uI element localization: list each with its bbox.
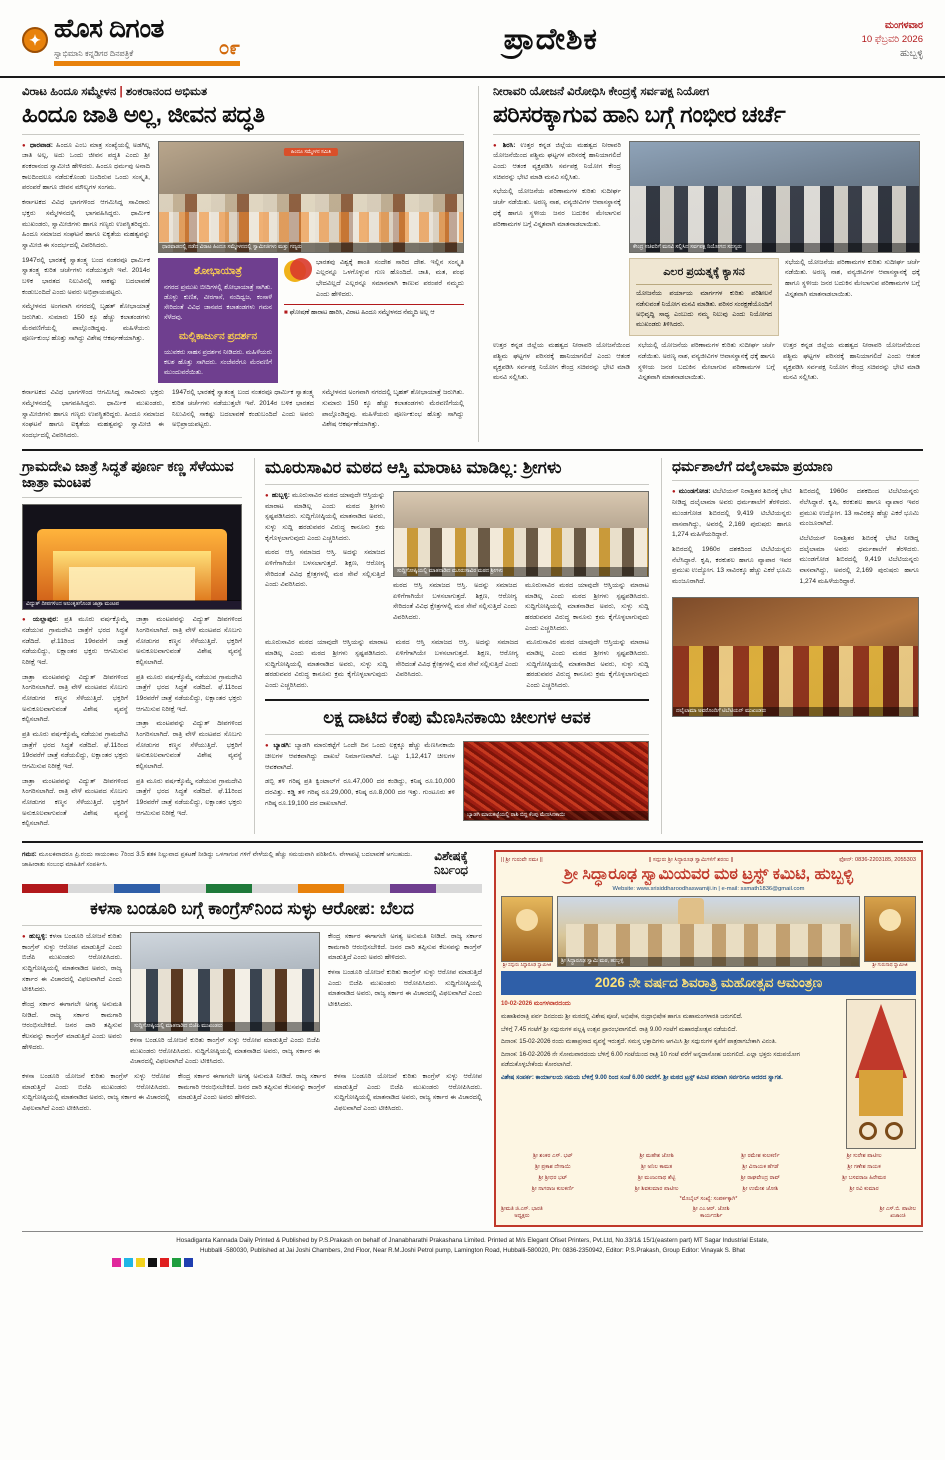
story-neeravari bbox=[478, 86, 920, 442]
red-note-bullet-wrap: ■ ಘೋಷಣೆ ಹಾರಾಟ ಹಾರಿಸಿ, ವಿರಾಟ ಹಿಂದೂ ಸಮ್ಮೇಳನದ ನೆಮ್ಮದಿ ಅಲ್ಲ ಆ bbox=[284, 304, 464, 318]
story-dalailama bbox=[661, 458, 919, 834]
story1-kicker-right: ಶಂಕರಾನಂದ ಅಭಿಮತ bbox=[125, 86, 208, 98]
story1-para2: ಕರ್ನಾಟಕದ ವಿವಿಧ ಭಾಗಗಳಿಂದ ಆಗಮಿಸಿದ್ದ ಸಾವಿರಾರು ಭಕ್ತರು ಸಮ್ಮೇಳನದಲ್ಲಿ ಭಾಗವಹಿಸಿದ್ದರು. ಧಾರ್ಮಿಕ ಮುಖಂಡರು, ಸ್ವಾಮೀಜಿಗಳು ಹಾಗೂ ಗಣ್ಯರು ಉಪಸ್ಥಿತರಿದ್ದರು. ಹಿಂದೂ ಸಮಾಜದ ಸಂಘಟನೆ ಹಾಗೂ ಐಕ್ಯತೆಯ ಮಹತ್ವವನ್ನು ಸ್ವಾಮೀಜಿ ಈ ಸಂದರ್ಭದಲ್ಲಿ ವಿವರಿಸಿದರು. bbox=[22, 199, 150, 249]
story4-col1 bbox=[265, 491, 385, 634]
story5-para2: ಶಿಬಿರದಲ್ಲಿ 1960ರ ದಶಕದಿಂದ ಟಿಬೆಟಿಯನ್ನರು ನೆಲೆಸಿದ್ದಾರೆ. ಕೃಷಿ, ಕರಕುಶಲ ಹಾಗೂ ವ್ಯಾಪಾರ ಇವರ ಪ್ರಮುಖ ಉದ್ಯೋಗ. 13 ಸಾವಿರಕ್ಕೂ ಹೆಚ್ಚು ಎಕರೆ ಭೂಮಿ ಮಂಜೂರಾಗಿದೆ. bbox=[672, 545, 792, 585]
story2-tail3: ಉತ್ತರ ಕನ್ನಡ ಜಿಲ್ಲೆಯ ಮಹತ್ವದ ನೀರಾವರಿ ಯೋಜನೆಯಿಂದ ಪಶ್ಚಿಮ ಘಟ್ಟಗಳ ಪರಿಸರಕ್ಕೆ ಹಾನಿಯಾಗಲಿದೆ ಎಂದು ಆತಂಕ ವ್ಯಕ್ತಪಡಿಸಿ ಸರ್ವಪಕ್ಷ ನಿಯೋಗ ಕೇಂದ್ರ ಸಚಿವರನ್ನು ಭೇಟಿ ಮಾಡಿ ಮನವಿ ಸಲ್ಲಿಸಿತು. bbox=[783, 342, 920, 382]
story6-headline: ಲಕ್ಷ ದಾಟಿದ ಕೆಂಪು ಮೆಣಸಿನಕಾಯಿ ಚೀಲಗಳ ಆವಕ bbox=[323, 707, 591, 727]
ad-name-1: ಶ್ರೀ ಶಂಕರ ಎಸ್. ಭಟ್ bbox=[532, 1153, 573, 1160]
story6-para2: ಡಬ್ಬಿ ತಳಿ ಗರಿಷ್ಠ ಪ್ರತಿ ಕ್ವಿಂಟಾಲ್‌ಗೆ ರೂ.47,000 ದರ ಕಂಡಿದ್ದು, ಕನಿಷ್ಠ ರೂ.10,000 ದರವಿತ್ತು. ಕಡ್ಡಿ ತಳಿ ಗರಿಷ್ಠ ರೂ.29,000, ಕನಿಷ್ಠ ರೂ.8,000 ದರ ಇತ್ತು. ಗುಂಟೂರು ತಳಿ ಗರಿಷ್ಠ ರೂ.19,100 ದರ ದಾಖಲಾಗಿದೆ. bbox=[265, 778, 455, 807]
story1-tail3: ಸಮ್ಮೇಳನದ ಅಂಗವಾಗಿ ನಗರದಲ್ಲಿ ಬೃಹತ್ ಶೋಭಾಯಾತ್ರೆ ಜರುಗಿತು. ಸುಮಾರು 150 ಕ್ಕೂ ಹೆಚ್ಚು ಕಲಾತಂಡಗಳು ಮೆರವಣಿಗೆಯಲ್ಲಿ ಪಾಲ್ಗೊಂಡಿದ್ದವು. ಮಹಿಳೆಯರು ಪೂರ್ಣಕುಂಭ ಹೊತ್ತು ಸಾಗಿದ್ದು ವಿಶೇಷ ಆಕರ್ಷಣೆಯಾಗಿತ್ತು. bbox=[322, 389, 464, 429]
story1-col1 bbox=[22, 141, 150, 384]
story3-para4: ಜಾತ್ರಾ ಮಂಟಪವನ್ನು ವಿದ್ಯುತ್ ದೀಪಗಳಿಂದ ಸಿಂಗರಿಸಲಾಗಿದೆ. ರಾತ್ರಿ ವೇಳೆ ಮಂಟಪದ ಸೊಬಗು ನೋಡುಗರ ಕಣ್ಮನ ಸೆಳೆಯುತ್ತಿದೆ. ಭಕ್ತರಿಗೆ ಅನುಕೂಲವಾಗುವಂತೆ ವಿಶೇಷ ವ್ಯವಸ್ಥೆ ಕಲ್ಪಿಸಲಾಗಿದೆ. bbox=[22, 777, 128, 828]
ad-body bbox=[501, 999, 840, 1149]
logo-title: ಹೊಸ ದಿಗಂತ bbox=[54, 12, 164, 43]
elara-prayatna-box bbox=[629, 258, 779, 337]
masthead-date bbox=[862, 19, 923, 62]
ad-name-8: ಶ್ರೀ ಗಣೇಶ ನಾಯಕ bbox=[847, 1164, 881, 1171]
ad-sign-mid bbox=[693, 1206, 730, 1220]
story7-para1: ಕಳಸಾ ಬಂಡೂರಿ ಯೋಜನೆ ಕುರಿತು ಕಾಂಗ್ರೆಸ್ ಸುಳ್ಳು ಆರೋಪ ಮಾಡುತ್ತಿದೆ ಎಂದು ಬಿಜೆಪಿ ಮುಖಂಡರು ಆರೋಪಿಸಿದರು. ಸುದ್ದಿಗೋಷ್ಠಿಯಲ್ಲಿ ಮಾತನಾಡಿದ ಅವರು, ರಾಜ್ಯ ಸರ್ಕಾರ ಈ ವಿಚಾರದಲ್ಲಿ ವಿಫಲವಾಗಿದೆ ಎಂದು ಟೀಕಿಸಿದರು. bbox=[22, 933, 122, 994]
ad-stamp-left-caption: ಶ್ರೀ ಸದ್ಗುರು ಸಿದ್ಧಾರೂಢ ಸ್ವಾಮೀಜಿ bbox=[502, 962, 552, 968]
story1-kicker-sep: | bbox=[119, 86, 123, 98]
mallikarjuna-title: ಮಲ್ಲಿಕಾರ್ಜುನ ಪ್ರದರ್ಶನ bbox=[178, 330, 258, 342]
story2-photo bbox=[629, 141, 920, 253]
ad-date-line: 10-02-2026 ಮಂಗಳವಾರದಂದು bbox=[501, 1000, 571, 1008]
story6-photo bbox=[463, 741, 649, 821]
ad-names-row-2 bbox=[501, 1164, 916, 1171]
story7-para2: ಕೇಂದ್ರ ಸರ್ಕಾರ ಈಗಾಗಲೇ ಅಗತ್ಯ ಅನುಮತಿ ನೀಡಿದೆ. ರಾಜ್ಯ ಸರ್ಕಾರ ಕಾಮಗಾರಿ ಆರಂಭಿಸಬೇಕಿದೆ. ಜನರ ದಾರಿ ತಪ್ಪಿಸುವ ಕೆಲಸವನ್ನು ಕಾಂಗ್ರೆಸ್ ಮಾಡುತ್ತಿದೆ ಎಂದು ಅವರು ಹೇಳಿದರು. bbox=[22, 1001, 122, 1051]
story4-photo-caption: ಸುದ್ದಿಗೋಷ್ಠಿಯಲ್ಲಿ ಮಾತನಾಡಿದ ಮೂರುಸಾವಿರ ಮಠದ ಶ್ರೀಗಳು bbox=[394, 567, 648, 576]
classified-note-text: ಮೂಲಕವಾದರೂ ಪ್ರಿ.ರಂದು ಸಾಯಂಕಾಲ 7ರಿಂದ 3.5 ಶತಕ ನಿಲ್ಲುವಾದ ಪ್ರಕಟಣೆ ನೀಡಿದ್ದು ಒಳಗಾಗುವ ಗಳಿಗೆ ವೇಳೆಯಲ್ಲಿ ಹೆಚ್ಚು ಸಮಯವಾಗಿ ಪರಿಶೀಲಿಸಿ. ವೇಳಾಪಟ್ಟಿ ಬದಲಾವಣೆ ಆಗಬಹುದು. ಜಾಹೀರಾತು ಸಂಬಂಧ ಮಾಹಿತಿಗೆ ಸಂಪರ್ಕಿಸಿ. bbox=[22, 851, 412, 868]
story1-kicker-left: ವಿರಾಟ ಹಿಂದೂ ಸಮ್ಮೇಳನ bbox=[22, 86, 117, 98]
story4-tail2: ಮಠದ ಆಸ್ತಿ ಸಮಾಜದ ಆಸ್ತಿ. ಅದನ್ನು ಸಮಾಜದ ಏಳಿಗೆಗಾಗಿಯೇ ಬಳಸಲಾಗುತ್ತದೆ. ಶಿಕ್ಷಣ, ಆರೋಗ್ಯ ಸೇರಿದಂತೆ ವಿವಿಧ ಕ್ಷೇತ್ರಗಳಲ್ಲಿ ಮಠ ಸೇವೆ ಸಲ್ಲಿಸುತ್ತಿದೆ ಎಂದು ವಿವರಿಸಿದರು. bbox=[395, 639, 519, 679]
story7-col3 bbox=[328, 932, 482, 1068]
story6-para1: ಬ್ಯಾಡಗಿ ಮಾರುಕಟ್ಟೆಗೆ ಒಂದೇ ದಿನ ಒಂದು ಲಕ್ಷಕ್ಕೂ ಹೆಚ್ಚು ಮೆಣಸಿನಕಾಯಿ ಚೀಲಗಳ ಆವಕವಾಗಿದ್ದು ದಾಖಲೆ ನಿರ್ಮಾಣವಾಗಿದೆ. ಒಟ್ಟು 1,12,417 ಚೀಲಗಳ ಆವಕವಾಗಿದೆ. bbox=[265, 742, 455, 771]
section-title: ಪ್ರಾದೇಶಿಕ bbox=[503, 23, 598, 56]
story3-para8: ಪ್ರತಿ ಮೂರು ವರ್ಷಕ್ಕೊಮ್ಮೆ ನಡೆಯುವ ಗ್ರಾಮದೇವಿ ಜಾತ್ರೆಗೆ ಭರದ ಸಿದ್ಧತೆ ನಡೆದಿದೆ. ಫೆ.11ರಿಂದ 19ರವರೆಗೆ ಜಾತ್ರೆ ನಡೆಯಲಿದ್ದು, ಲಕ್ಷಾಂತರ ಭಕ್ತರು ಆಗಮಿಸುವ ನಿರೀಕ್ಷೆ ಇದೆ. bbox=[136, 777, 242, 817]
logo-emblem-icon: ✦ bbox=[22, 27, 48, 53]
ad-name-10: ಶ್ರೀ ಮಂಜುನಾಥ ಶೆಟ್ಟಿ bbox=[637, 1175, 676, 1182]
story3-col1 bbox=[22, 615, 128, 834]
red-note-text: ಭಾರತವು ವಿಶ್ವಕ್ಕೆ ಶಾಂತಿ ಸಂದೇಶ ಸಾರಿದ ದೇಶ. ಇಲ್ಲಿನ ಸಂಸ್ಕೃತಿ ಎಲ್ಲರನ್ನೂ ಒಳಗೊಳ್ಳುವ ಗುಣ ಹೊಂದಿದೆ. ಜಾತಿ, ಮತ, ಪಂಥ ಭೇದವಿಲ್ಲದೆ ಎಲ್ಲರನ್ನೂ ಸಮಾನವಾಗಿ ಕಾಣುವ ಪರಂಪರೆ ನಮ್ಮದು ಎಂದು ಹೇಳಿದರು. bbox=[316, 258, 464, 298]
story2-col1 bbox=[493, 141, 621, 337]
story1-para4: ಸಮ್ಮೇಳನದ ಅಂಗವಾಗಿ ನಗರದಲ್ಲಿ ಬೃಹತ್ ಶೋಭಾಯಾತ್ರೆ ಜರುಗಿತು. ಸುಮಾರು 150 ಕ್ಕೂ ಹೆಚ್ಚು ಕಲಾತಂಡಗಳು ಮೆರವಣಿಗೆಯಲ್ಲಿ ಪಾಲ್ಗೊಂಡಿದ್ದವು. ಮಹಿಳೆಯರು ಪೂರ್ಣಕುಂಭ ಹೊತ್ತು ಸಾಗಿದ್ದು ವಿಶೇಷ ಆಕರ್ಷಣೆಯಾಗಿತ್ತು. bbox=[22, 303, 150, 343]
bottom-zone bbox=[22, 850, 923, 1227]
ad-name-5: ಶ್ರೀ ಪ್ರಕಾಶ ದೇಸಾಯಿ bbox=[534, 1164, 571, 1171]
ad-name-2: ಶ್ರೀ ಮಹೇಶ ಜೋಶಿ bbox=[639, 1153, 674, 1160]
story4-para4: ಮೂರುಸಾವಿರ ಮಠದ ಯಾವುದೇ ಆಸ್ತಿಯನ್ನು ಮಾರಾಟ ಮಾಡಿಲ್ಲ ಎಂದು ಮಠದ ಶ್ರೀಗಳು ಸ್ಪಷ್ಟಪಡಿಸಿದರು. ಸುದ್ದಿಗೋಷ್ಠಿಯಲ್ಲಿ ಮಾತನಾಡಿದ ಅವರು, ಸುಳ್ಳು ಸುದ್ದಿ ಹರಡುವವರ ವಿರುದ್ಧ ಕಾನೂನು ಕ್ರಮ ಕೈಗೊಳ್ಳಲಾಗುವುದು ಎಂದು ಎಚ್ಚರಿಸಿದರು. bbox=[525, 582, 649, 632]
story7-tail2: ಕೇಂದ್ರ ಸರ್ಕಾರ ಈಗಾಗಲೇ ಅಗತ್ಯ ಅನುಮತಿ ನೀಡಿದೆ. ರಾಜ್ಯ ಸರ್ಕಾರ ಕಾಮಗಾರಿ ಆರಂಭಿಸಬೇಕಿದೆ. ಜನರ ದಾರಿ ತಪ್ಪಿಸುವ ಕೆಲಸವನ್ನು ಕಾಂಗ್ರೆಸ್ ಮಾಡುತ್ತಿದೆ ಎಂದು ಅವರು ಹೇಳಿದರು. bbox=[178, 1073, 326, 1102]
story5-col2 bbox=[800, 487, 920, 591]
story5-headline: ಧರ್ಮಶಾಲೆಗೆ ದಲೈಲಾಮಾ ಪ್ರಯಾಣ bbox=[672, 457, 833, 474]
story3-para6: ಪ್ರತಿ ಮೂರು ವರ್ಷಕ್ಕೊಮ್ಮೆ ನಡೆಯುವ ಗ್ರಾಮದೇವಿ ಜಾತ್ರೆಗೆ ಭರದ ಸಿದ್ಧತೆ ನಡೆದಿದೆ. ಫೆ.11ರಿಂದ 19ರವರೆಗೆ ಜಾತ್ರೆ ನಡೆಯಲಿದ್ದು, ಲಕ್ಷಾಂತರ ಭಕ್ತರು ಆಗಮಿಸುವ ನಿರೀಕ್ಷೆ ಇದೆ. bbox=[136, 673, 242, 713]
story3-para1: ಪ್ರತಿ ಮೂರು ವರ್ಷಕ್ಕೊಮ್ಮೆ ನಡೆಯುವ ಗ್ರಾಮದೇವಿ ಜಾತ್ರೆಗೆ ಭರದ ಸಿದ್ಧತೆ ನಡೆದಿದೆ. ಫೆ.11ರಿಂದ 19ರವರೆಗೆ ಜಾತ್ರೆ ನಡೆಯಲಿದ್ದು, ಲಕ್ಷಾಂತರ ಭಕ್ತರು ಆಗಮಿಸುವ ನಿರೀಕ್ಷೆ ಇದೆ. bbox=[22, 616, 128, 666]
imprint bbox=[22, 1232, 923, 1258]
bharat-logo-icon bbox=[284, 258, 312, 284]
ad-banner: 2026 ನೇ ವರ್ಷದ ಶಿವರಾತ್ರಿ ಮಹೋತ್ಸವ ಆಮಂತ್ರಣ bbox=[501, 971, 916, 995]
story2-kicker: ನೀರಾವರಿ ಯೋಜನೆ ವಿರೋಧಿಸಿ ಕೇಂದ್ರಕ್ಕೆ ಸರ್ವಪಕ್ಷ ನಿಯೋಗ bbox=[493, 86, 710, 98]
ad-stamp-right-caption: ಶ್ರೀ ಗುರುನಾಥ ಸ್ವಾಮೀಜಿ bbox=[872, 962, 908, 968]
story3-para5: ಜಾತ್ರಾ ಮಂಟಪವನ್ನು ವಿದ್ಯುತ್ ದೀಪಗಳಿಂದ ಸಿಂಗರಿಸಲಾಗಿದೆ. ರಾತ್ರಿ ವೇಳೆ ಮಂಟಪದ ಸೊಬಗು ನೋಡುಗರ ಕಣ್ಮನ ಸೆಳೆಯುತ್ತಿದೆ. ಭಕ್ತರಿಗೆ ಅನುಕೂಲವಾಗುವಂತೆ ವಿಶೇಷ ವ್ಯವಸ್ಥೆ ಕಲ್ಪಿಸಲಾಗಿದೆ. bbox=[136, 616, 242, 666]
red-note-bullet: ಘೋಷಣೆ ಹಾರಾಟ ಹಾರಿಸಿ, ವಿರಾಟ ಹಿಂದೂ ಸಮ್ಮೇಳನದ ನೆಮ್ಮದಿ ಅಲ್ಲ ಆ bbox=[289, 309, 435, 317]
story3-photo bbox=[22, 504, 242, 610]
story3-headline: ಗ್ರಾಮದೇವಿ ಜಾತ್ರೆ ಸಿದ್ಧತೆ ಪೂರ್ಣ ಕಣ್ಣ ಸೆಳೆಯುವ ಜಾತ್ರಾ ಮಂಟಪ bbox=[22, 457, 234, 491]
story2-side-text: ಸಭೆಯಲ್ಲಿ ಯೋಜನೆಯ ಪರಿಣಾಮಗಳ ಕುರಿತು ಸುದೀರ್ಘ ಚರ್ಚೆ ನಡೆಯಿತು. ಅರಣ್ಯ ನಾಶ, ವನ್ಯಜೀವಿಗಳ ಆವಾಸಸ್ಥಾನಕ್ಕೆ ಧಕ್ಕೆ ಹಾಗೂ ಸ್ಥಳೀಯ ಜನರ ಬದುಕಿನ ಮೇಲಾಗುವ ಪರಿಣಾಮಗಳ ಬಗ್ಗೆ ವಿಸ್ತೃತವಾಗಿ ಮಾತನಾಡಲಾಯಿತು. bbox=[785, 258, 920, 298]
story-chilli bbox=[265, 708, 649, 821]
ad-sign-left-name: ಶ್ರೀಮತಿ ಜಿ.ಎಸ್. ಭಾರತಿ bbox=[501, 1206, 543, 1213]
story3-para7: ಜಾತ್ರಾ ಮಂಟಪವನ್ನು ವಿದ್ಯುತ್ ದೀಪಗಳಿಂದ ಸಿಂಗರಿಸಲಾಗಿದೆ. ರಾತ್ರಿ ವೇಳೆ ಮಂಟಪದ ಸೊಬಗು ನೋಡುಗರ ಕಣ್ಮನ ಸೆಳೆಯುತ್ತಿದೆ. ಭಕ್ತರಿಗೆ ಅನುಕೂಲವಾಗುವಂತೆ ವಿಶೇಷ ವ್ಯವಸ್ಥೆ ಕಲ್ಪಿಸಲಾಗಿದೆ. bbox=[136, 720, 242, 770]
story2-headline: ಪರಿಸರಕ್ಕಾಗುವ ಹಾನಿ ಬಗ್ಗೆ ಗಂಭೀರ ಚರ್ಚೆ bbox=[493, 101, 786, 127]
story-hindu-sammelana bbox=[22, 86, 464, 442]
masthead bbox=[0, 0, 945, 78]
ad-name-4: ಶ್ರೀ ಸುರೇಶ ಪಾಟೀಲ bbox=[846, 1153, 882, 1160]
classified-note bbox=[22, 850, 482, 878]
story5-col1 bbox=[672, 487, 792, 591]
story4-headline: ಮೂರುಸಾವಿರ ಮಠದ ಆಸ್ತಿ ಮಾರಾಟ ಮಾಡಿಲ್ಲ: ಶ್ರೀಗಳು bbox=[265, 457, 562, 477]
ad-names-row-4 bbox=[501, 1186, 916, 1193]
story6-dateline: ● ಬ್ಯಾಡಗಿ: bbox=[265, 742, 291, 749]
ad-top-row bbox=[501, 857, 916, 864]
story6-col1 bbox=[265, 741, 455, 821]
ad-stamp-left bbox=[501, 896, 553, 967]
story4-para3: ಮಠದ ಆಸ್ತಿ ಸಮಾಜದ ಆಸ್ತಿ. ಅದನ್ನು ಸಮಾಜದ ಏಳಿಗೆಗಾಗಿಯೇ ಬಳಸಲಾಗುತ್ತದೆ. ಶಿಕ್ಷಣ, ಆರೋಗ್ಯ ಸೇರಿದಂತೆ ವಿವಿಧ ಕ್ಷೇತ್ರಗಳಲ್ಲಿ ಮಠ ಸೇವೆ ಸಲ್ಲಿಸುತ್ತಿದೆ ಎಂದು ವಿವರಿಸಿದರು. bbox=[393, 582, 517, 622]
story4-dateline: ● ಹುಬ್ಬಳ್ಳಿ: bbox=[265, 492, 290, 499]
ad-name-12: ಶ್ರೀ ಬಸವರಾಜ ಹಿರೇಮಠ bbox=[842, 1175, 887, 1182]
story3-col2 bbox=[136, 615, 242, 834]
story1-kicker bbox=[22, 86, 464, 99]
story2-para2: ಸಭೆಯಲ್ಲಿ ಯೋಜನೆಯ ಪರಿಣಾಮಗಳ ಕುರಿತು ಸುದೀರ್ಘ ಚರ್ಚೆ ನಡೆಯಿತು. ಅರಣ್ಯ ನಾಶ, ವನ್ಯಜೀವಿಗಳ ಆವಾಸಸ್ಥಾನಕ್ಕೆ ಧಕ್ಕೆ ಹಾಗೂ ಸ್ಥಳೀಯ ಜನರ ಬದುಕಿನ ಮೇಲಾಗುವ ಪರಿಣಾಮಗಳ ಬಗ್ಗೆ ವಿಸ್ತೃತವಾಗಿ ಮಾತನಾಡಲಾಯಿತು. bbox=[493, 188, 621, 228]
shobhayatre-text: ನಗರದ ಪ್ರಮುಖ ಬೀದಿಗಳಲ್ಲಿ ಶೋಭಾಯಾತ್ರೆ ಸಾಗಿತು. ಡೊಳ್ಳು ಕುಣಿತ, ವೀರಗಾಸೆ, ನಂದಿಧ್ವಜ, ಕಂಸಾಳೆ ಸೇರಿದಂತೆ ವಿವಿಧ ಜಾನಪದ ಕಲಾತಂಡಗಳು ಗಮನ ಸೆಳೆದವು. bbox=[164, 283, 272, 322]
shobhayatre-title: ಶೋಭಾಯಾತ್ರೆ bbox=[193, 264, 243, 277]
imprint-line1: Hosadiganta Kannada Daily Printed & Published by P.S.Prakash on behalf of Jnanabharathi Prakashana Limited. Printed at M/s Elegant Ofiset Printers, Pvt.Ltd, No.33/1& 15/1(eastern part) MT Sagar Industrial Estate, bbox=[176, 1237, 769, 1245]
ad-body2: ಬೆಳಿಗ್ಗೆ 7.45 ಗಂಟೆಗೆ ಶ್ರೀ ಸದ್ಗುರುಗಳ ಪಲ್ಲಕ್ಕಿ ಉತ್ಸವ ಪ್ರಾರಂಭವಾಗಲಿದೆ. ರಾತ್ರಿ 9.00 ಗಂಟೆಗೆ ಮಹಾರಥೋತ್ಸವ ನಡೆಯಲಿದೆ. bbox=[501, 1025, 738, 1033]
story5-para3: ಶಿಬಿರದಲ್ಲಿ 1960ರ ದಶಕದಿಂದ ಟಿಬೆಟಿಯನ್ನರು ನೆಲೆಸಿದ್ದಾರೆ. ಕೃಷಿ, ಕರಕುಶಲ ಹಾಗೂ ವ್ಯಾಪಾರ ಇವರ ಪ್ರಮುಖ ಉದ್ಯೋಗ. 13 ಸಾವಿರಕ್ಕೂ ಹೆಚ್ಚು ಎಕರೆ ಭೂಮಿ ಮಂಜೂರಾಗಿದೆ. bbox=[799, 488, 919, 528]
classified-label: ವಿಶೇಷಕ್ಕೆ ನಿರ್ಬಂಧ bbox=[433, 849, 469, 877]
story7-dateline: ● ಹುಬ್ಬಳ್ಳಿ: bbox=[22, 933, 47, 940]
middle-zone bbox=[22, 458, 923, 834]
mallikarjuna-text: ಯುವಕರು ಸಾಹಸ ಪ್ರದರ್ಶನ ನೀಡಿದರು. ಮಹಿಳೆಯರು ಕಲಶ ಹೊತ್ತು ಸಾಗಿದರು. ಸಂಜೆವರೆಗೂ ಮೆರವಣಿಗೆ ಮುಂದುವರೆಯಿತು. bbox=[164, 348, 272, 377]
story-jatra bbox=[22, 458, 242, 834]
masthead-edition: ಹುಬ್ಬಳ್ಳಿ bbox=[900, 48, 923, 60]
story4-tail3: ಮೂರುಸಾವಿರ ಮಠದ ಯಾವುದೇ ಆಸ್ತಿಯನ್ನು ಮಾರಾಟ ಮಾಡಿಲ್ಲ ಎಂದು ಮಠದ ಶ್ರೀಗಳು ಸ್ಪಷ್ಟಪಡಿಸಿದರು. ಸುದ್ದಿಗೋಷ್ಠಿಯಲ್ಲಿ ಮಾತನಾಡಿದ ಅವರು, ಸುಳ್ಳು ಸುದ್ದಿ ಹರಡುವವರ ವಿರುದ್ಧ ಕಾನೂನು ಕ್ರಮ ಕೈಗೊಳ್ಳಲಾಗುವುದು ಎಂದು ಎಚ್ಚರಿಸಿದರು. bbox=[526, 639, 650, 690]
story7-tail1: ಕಳಸಾ ಬಂಡೂರಿ ಯೋಜನೆ ಕುರಿತು ಕಾಂಗ್ರೆಸ್ ಸುಳ್ಳು ಆರೋಪ ಮಾಡುತ್ತಿದೆ ಎಂದು ಬಿಜೆಪಿ ಮುಖಂಡರು ಆರೋಪಿಸಿದರು. ಸುದ್ದಿಗೋಷ್ಠಿಯಲ್ಲಿ ಮಾತನಾಡಿದ ಅವರು, ರಾಜ್ಯ ಸರ್ಕಾರ ಈ ವಿಚಾರದಲ್ಲಿ ವಿಫಲವಾಗಿದೆ ಎಂದು ಟೀಕಿಸಿದರು. bbox=[22, 1073, 170, 1113]
story7-para5: ಕಳಸಾ ಬಂಡೂರಿ ಯೋಜನೆ ಕುರಿತು ಕಾಂಗ್ರೆಸ್ ಸುಳ್ಳು ಆರೋಪ ಮಾಡುತ್ತಿದೆ ಎಂದು ಬಿಜೆಪಿ ಮುಖಂಡರು ಆರೋಪಿಸಿದರು. ಸುದ್ದಿಗೋಷ್ಠಿಯಲ್ಲಿ ಮಾತನಾಡಿದ ಅವರು, ರಾಜ್ಯ ಸರ್ಕಾರ ಈ ವಿಚಾರದಲ್ಲಿ ವಿಫಲವಾಗಿದೆ ಎಂದು ಟೀಕಿಸಿದರು. bbox=[328, 969, 482, 1009]
ad-name-16: ಶ್ರೀ ರವಿ ಕುಮಾರ bbox=[849, 1186, 879, 1193]
story1-dateline: ● ಧಾರವಾಡ: bbox=[22, 142, 53, 149]
ad-name-6: ಶ್ರೀ ಅನಿಲ ಕಾಮತ bbox=[641, 1164, 673, 1171]
story7-photo-caption: ಸುದ್ದಿಗೋಷ್ಠಿಯಲ್ಲಿ ಮಾತನಾಡಿದ ಬಿಜೆಪಿ ಮುಖಂಡರು bbox=[131, 1022, 319, 1031]
ad-top-left: || ಶ್ರೀ ಗುರುವೇ ನಮಃ || bbox=[501, 857, 543, 864]
shobhayatre-box bbox=[158, 258, 278, 384]
story5-dateline: ● ಮುಂಡಗೋಡ: bbox=[672, 488, 711, 495]
story1-headline: ಹಿಂದೂ ಜಾತಿ ಅಲ್ಲ, ಜೀವನ ಪದ್ಧತಿ bbox=[22, 101, 265, 127]
ad-names-row-1 bbox=[501, 1153, 916, 1160]
ad-closing: ವಿಶೇಷ ಸಂಪರ್ಕ: ಕಾರ್ಯಾಲಯ ಸಮಯ ಬೆಳಿಗ್ಗೆ 9.00 ರಿಂದ ಸಂಜೆ 6.00 ರವರೆಗೆ. ಶ್ರೀ ಮಠದ ಟ್ರಸ್ಟ್ ಕಮಿಟಿ ಪರವಾಗಿ ಸರ್ವರಿಗೂ ಆದರದ ಸ್ವಾಗತ. bbox=[501, 1073, 783, 1081]
page-number: ೦೯ bbox=[218, 37, 240, 59]
ad-sign-mid-role: ಕಾರ್ಯದರ್ಶಿ bbox=[700, 1213, 723, 1220]
story3-dateline: ● ಯಲ್ಲಾಪುರ: bbox=[22, 616, 58, 623]
ad-body3: ದಿನಾಂಕ: 15-02-2026 ರಂದು ಮಹಾಪ್ರಸಾದ ವ್ಯವಸ್ಥೆ ಇರುತ್ತದೆ. ಸಮಸ್ತ ಭಕ್ತಾದಿಗಳು ಆಗಮಿಸಿ ಶ್ರೀ ಸದ್ಗುರುಗಳ ಕೃಪೆಗೆ ಪಾತ್ರರಾಗಬೇಕಾಗಿ ವಿನಂತಿ. bbox=[501, 1038, 777, 1046]
story7-headline: ಕಳಸಾ ಬಂಡೂರಿ ಬಗ್ಗೆ ಕಾಂಗ್ರೆಸ್‌ನಿಂದ ಸುಳ್ಳು ಆರೋಪ: ಬೆಲದ bbox=[90, 898, 414, 918]
ad-name-13: ಶ್ರೀ ನಾಗರಾಜ ಕುಲಕರ್ಣಿ bbox=[531, 1186, 574, 1193]
story2-dateline: ● ಶಿರಸಿ: bbox=[493, 142, 516, 149]
ad-sign-left-role: ಅಧ್ಯಕ್ಷರು bbox=[514, 1213, 530, 1220]
masthead-date-value: 10 ಫೆಬ್ರವರಿ 2026 bbox=[861, 33, 923, 45]
story2-para1: ಉತ್ತರ ಕನ್ನಡ ಜಿಲ್ಲೆಯ ಮಹತ್ವದ ನೀರಾವರಿ ಯೋಜನೆಯಿಂದ ಪಶ್ಚಿಮ ಘಟ್ಟಗಳ ಪರಿಸರಕ್ಕೆ ಹಾನಿಯಾಗಲಿದೆ ಎಂದು ಆತಂಕ ವ್ಯಕ್ತಪಡಿಸಿ ಸರ್ವಪಕ್ಷ ನಿಯೋಗ ಕೇಂದ್ರ ಸಚಿವರನ್ನು ಭೇಟಿ ಮಾಡಿ ಮನವಿ ಸಲ್ಲಿಸಿತು. bbox=[493, 141, 621, 181]
story1-para1: ಹಿಂದೂ ಎಂಬ ಮಾತ್ರ ಸಂಖ್ಯೆಯಲ್ಲಿ ಅಡಗಿಲ್ಲ ಜಾತಿ ಅಲ್ಲ, ಅದು ಒಂದು ಜೀವನ ಪದ್ಧತಿ ಎಂದು ಶ್ರೀ ಶಂಕರಾನಂದ ಸ್ವಾಮೀಜಿ ಹೇಳಿದರು. ಹಿಂದೂ ಧರ್ಮವು ಅನಾದಿ ಕಾಲದಿಂದಲೂ ನಡೆದುಕೊಂಡು ಬಂದಿರುವ ಒಂದು ಸಂಸ್ಕೃತಿ, ಪರಂಪರೆ ಹಾಗೂ ಜೀವನ ಮೌಲ್ಯಗಳ ಸಂಗಮ. bbox=[22, 141, 150, 192]
story1-photo bbox=[158, 141, 464, 253]
story2-tail2: ಸಭೆಯಲ್ಲಿ ಯೋಜನೆಯ ಪರಿಣಾಮಗಳ ಕುರಿತು ಸುದೀರ್ಘ ಚರ್ಚೆ ನಡೆಯಿತು. ಅರಣ್ಯ ನಾಶ, ವನ್ಯಜೀವಿಗಳ ಆವಾಸಸ್ಥಾನಕ್ಕೆ ಧಕ್ಕೆ ಹಾಗೂ ಸ್ಥಳೀಯ ಜನರ ಬದುಕಿನ ಮೇಲಾಗುವ ಪರಿಣಾಮಗಳ ಬಗ್ಗೆ ವಿಸ್ತೃತವಾಗಿ ಮಾತನಾಡಲಾಯಿತು. bbox=[638, 342, 775, 382]
story-kalasa bbox=[22, 899, 482, 1115]
elara-text: ಯೋಜನೆಯ ಪರ್ಯಾಯ ಮಾರ್ಗಗಳ ಕುರಿತು ಪರಿಶೀಲನೆ ನಡೆಸುವಂತೆ ನಿಯೋಗ ಮನವಿ ಮಾಡಿತು. ಪರಿಸರ ಸಂರಕ್ಷಣೆಯೊಂದಿಗೆ ಅಭಿವೃದ್ಧಿ ಸಾಧ್ಯ ಎಂಬುದು ನಮ್ಮ ನಿಲುವು ಎಂದು ನಿಯೋಗದ ಮುಖಂಡರು ತಿಳಿಸಿದರು. bbox=[636, 290, 772, 329]
ad-temple-caption: ಶ್ರೀ ಸಿದ್ಧಾರೂಢ ಸ್ವಾಮಿ ಮಠ, ಹುಬ್ಬಳ್ಳಿ bbox=[558, 957, 859, 966]
ad-chariot-image bbox=[846, 999, 916, 1149]
ad-name-15: ಶ್ರೀ ಉಮೇಶ ಜೋಶಿ bbox=[742, 1186, 779, 1193]
story2-photo-caption: ಕೇಂದ್ರ ಸಚಿವರಿಗೆ ಮನವಿ ಸಲ್ಲಿಸಿದ ಸರ್ವಪಕ್ಷ ನಿಯೋಗದ ಸದಸ್ಯರು bbox=[630, 243, 919, 252]
segment-color-bar bbox=[22, 884, 482, 893]
advertisement bbox=[494, 850, 923, 1227]
story2-tail1: ಉತ್ತರ ಕನ್ನಡ ಜಿಲ್ಲೆಯ ಮಹತ್ವದ ನೀರಾವರಿ ಯೋಜನೆಯಿಂದ ಪಶ್ಚಿಮ ಘಟ್ಟಗಳ ಪರಿಸರಕ್ಕೆ ಹಾನಿಯಾಗಲಿದೆ ಎಂದು ಆತಂಕ ವ್ಯಕ್ತಪಡಿಸಿ ಸರ್ವಪಕ್ಷ ನಿಯೋಗ ಕೇಂದ್ರ ಸಚಿವರನ್ನು ಭೇಟಿ ಮಾಡಿ ಮನವಿ ಸಲ್ಲಿಸಿತು. bbox=[493, 342, 630, 382]
ad-stamp-right bbox=[864, 896, 916, 967]
masthead-day: ಮಂಗಳವಾರ bbox=[884, 19, 923, 31]
newspaper-logo bbox=[22, 12, 240, 66]
ad-website: Website: www.srisiddharoodhaswamiji.in | e-mail: ssmath1836@gmail.com bbox=[612, 886, 805, 893]
story1-tail2: 1947ರಲ್ಲಿ ಭಾರತಕ್ಕೆ ಸ್ವಾತಂತ್ರ್ಯ ಬಂದ ನಂತರವೂ ಧಾರ್ಮಿಕ ಸ್ವಾತಂತ್ರ್ಯ ಕುರಿತ ಚರ್ಚೆಗಳು ನಡೆಯುತ್ತಲೇ ಇವೆ. 2014ರ ಬಳಿಕ ಭಾರತದ ನಿಲುವಿನಲ್ಲಿ ಸಾಕಷ್ಟು ಬದಲಾವಣೆ ಕಂಡುಬಂದಿದೆ ಎಂದು ಅವರು ಅಭಿಪ್ರಾಯಪಟ್ಟರು. bbox=[172, 389, 314, 429]
story3-para3: ಪ್ರತಿ ಮೂರು ವರ್ಷಕ್ಕೊಮ್ಮೆ ನಡೆಯುವ ಗ್ರಾಮದೇವಿ ಜಾತ್ರೆಗೆ ಭರದ ಸಿದ್ಧತೆ ನಡೆದಿದೆ. ಫೆ.11ರಿಂದ 19ರವರೆಗೆ ಜಾತ್ರೆ ನಡೆಯಲಿದ್ದು, ಲಕ್ಷಾಂತರ ಭಕ್ತರು ಆಗಮಿಸುವ ನಿರೀಕ್ಷೆ ಇದೆ. bbox=[22, 731, 128, 771]
ad-name-3: ಶ್ರೀ ರಮೇಶ ಕುಲಕರ್ಣಿ bbox=[741, 1153, 780, 1160]
story4-tail1: ಮೂರುಸಾವಿರ ಮಠದ ಯಾವುದೇ ಆಸ್ತಿಯನ್ನು ಮಾರಾಟ ಮಾಡಿಲ್ಲ ಎಂದು ಮಠದ ಶ್ರೀಗಳು ಸ್ಪಷ್ಟಪಡಿಸಿದರು. ಸುದ್ದಿಗೋಷ್ಠಿಯಲ್ಲಿ ಮಾತನಾಡಿದ ಅವರು, ಸುಳ್ಳು ಸುದ್ದಿ ಹರಡುವವರ ವಿರುದ್ಧ ಕಾನೂನು ಕ್ರಮ ಕೈಗೊಳ್ಳಲಾಗುವುದು ಎಂದು ಎಚ್ಚರಿಸಿದರು. bbox=[265, 639, 388, 690]
story7-photo bbox=[130, 932, 320, 1032]
ad-top-center: || ಸದ್ಗುರು ಶ್ರೀ ಸಿದ್ಧಾರೂಢ ಸ್ವಾಮಿಗಳಿಗೆ ಶರಣು || bbox=[648, 857, 734, 864]
ad-sign-right-name: ಶ್ರೀ ಎಸ್.ಬಿ. ಪಾಟೀಲ bbox=[879, 1206, 916, 1213]
ad-phone: ಫೋನ್: 0836-2203185, 2055303 bbox=[839, 857, 916, 864]
ad-sign-right-role: ಖಜಾಂಚಿ bbox=[890, 1213, 906, 1220]
story7-tail3: ಕಳಸಾ ಬಂಡೂರಿ ಯೋಜನೆ ಕುರಿತು ಕಾಂಗ್ರೆಸ್ ಸುಳ್ಳು ಆರೋಪ ಮಾಡುತ್ತಿದೆ ಎಂದು ಬಿಜೆಪಿ ಮುಖಂಡರು ಆರೋಪಿಸಿದರು. ಸುದ್ದಿಗೋಷ್ಠಿಯಲ್ಲಿ ಮಾತನಾಡಿದ ಅವರು, ರಾಜ್ಯ ಸರ್ಕಾರ ಈ ವಿಚಾರದಲ್ಲಿ ವಿಫಲವಾಗಿದೆ ಎಂದು ಟೀಕಿಸಿದರು. bbox=[334, 1073, 482, 1113]
ad-footer-center: *ಮೊಬೈಲ್ ಸಂಖ್ಯೆ: ಸಂಪರ್ಕಕ್ಕಾಗಿ* bbox=[679, 1196, 738, 1203]
logo-rule bbox=[54, 61, 240, 66]
story5-para4: ಟಿಬೆಟಿಯನ್ ನಿರಾಶ್ರಿತರ ಶಿಬಿರಕ್ಕೆ ಭೇಟಿ ನೀಡಿದ್ದ ದಲೈಲಾಮಾ ಅವರು ಧರ್ಮಶಾಲೆಗೆ ತೆರಳಿದರು. ಮುಂಡಗೋಡ ಶಿಬಿರದಲ್ಲಿ 9,419 ಟಿಬೆಟಿಯನ್ನರು ವಾಸವಾಗಿದ್ದು, ಅವರಲ್ಲಿ 2,169 ಪುರುಷರು ಹಾಗೂ 1,274 ಮಹಿಳೆಯರಿದ್ದಾರೆ. bbox=[799, 535, 919, 585]
story5-photo bbox=[672, 597, 919, 717]
classified-note-title: ಗಮನ: bbox=[22, 851, 37, 859]
story1-photo-banner: ಹಿಂದೂ ಸಮ್ಮೇಳನ ಸಮಿತಿ bbox=[284, 148, 338, 156]
story1-para3: 1947ರಲ್ಲಿ ಭಾರತಕ್ಕೆ ಸ್ವಾತಂತ್ರ್ಯ ಬಂದ ನಂತರವೂ ಧಾರ್ಮಿಕ ಸ್ವಾತಂತ್ರ್ಯ ಕುರಿತ ಚರ್ಚೆಗಳು ನಡೆಯುತ್ತಲೇ ಇವೆ. 2014ರ ಬಳಿಕ ಭಾರತದ ನಿಲುವಿನಲ್ಲಿ ಸಾಕಷ್ಟು ಬದಲಾವಣೆ ಕಂಡುಬಂದಿದೆ ಎಂದು ಅವರು ಅಭಿಪ್ರಾಯಪಟ್ಟರು. bbox=[22, 256, 150, 296]
ad-body1: ಮಹಾಶಿವರಾತ್ರಿ ಪರ್ವ ದಿನದಂದು ಶ್ರೀ ಮಠದಲ್ಲಿ ವಿಶೇಷ ಪೂಜೆ, ಅಭಿಷೇಕ, ರುದ್ರಾಭಿಷೇಕ ಹಾಗೂ ಮಹಾಮಂಗಳಾರತಿ ಜರುಗಲಿದೆ. bbox=[501, 1012, 743, 1020]
story1-tail1: ಕರ್ನಾಟಕದ ವಿವಿಧ ಭಾಗಗಳಿಂದ ಆಗಮಿಸಿದ್ದ ಸಾವಿರಾರು ಭಕ್ತರು ಸಮ್ಮೇಳನದಲ್ಲಿ ಭಾಗವಹಿಸಿದ್ದರು. ಧಾರ್ಮಿಕ ಮುಖಂಡರು, ಸ್ವಾಮೀಜಿಗಳು ಹಾಗೂ ಗಣ್ಯರು ಉಪಸ್ಥಿತರಿದ್ದರು. ಹಿಂದೂ ಸಮಾಜದ ಸಂಘಟನೆ ಹಾಗೂ ಐಕ್ಯತೆಯ ಮಹತ್ವವನ್ನು ಸ್ವಾಮೀಜಿ ಈ ಸಂದರ್ಭದಲ್ಲಿ ವಿವರಿಸಿದರು. bbox=[22, 389, 164, 439]
story1-photo-caption: ಧಾರವಾಡದಲ್ಲಿ ನಡೆದ ವಿರಾಟ ಹಿಂದೂ ಸಮ್ಮೇಳನದಲ್ಲಿ ಸ್ವಾಮೀಜಿಗಳು ಮತ್ತು ಗಣ್ಯರು bbox=[159, 243, 463, 252]
story4-para1: ಮೂರುಸಾವಿರ ಮಠದ ಯಾವುದೇ ಆಸ್ತಿಯನ್ನು ಮಾರಾಟ ಮಾಡಿಲ್ಲ ಎಂದು ಮಠದ ಶ್ರೀಗಳು ಸ್ಪಷ್ಟಪಡಿಸಿದರು. ಸುದ್ದಿಗೋಷ್ಠಿಯಲ್ಲಿ ಮಾತನಾಡಿದ ಅವರು, ಸುಳ್ಳು ಸುದ್ದಿ ಹರಡುವವರ ವಿರುದ್ಧ ಕಾನೂನು ಕ್ರಮ ಕೈಗೊಳ್ಳಲಾಗುವುದು ಎಂದು ಎಚ್ಚರಿಸಿದರು. bbox=[265, 492, 385, 542]
story4-para2: ಮಠದ ಆಸ್ತಿ ಸಮಾಜದ ಆಸ್ತಿ. ಅದನ್ನು ಸಮಾಜದ ಏಳಿಗೆಗಾಗಿಯೇ ಬಳಸಲಾಗುತ್ತದೆ. ಶಿಕ್ಷಣ, ಆರೋಗ್ಯ ಸೇರಿದಂತೆ ವಿವಿಧ ಕ್ಷೇತ್ರಗಳಲ್ಲಿ ಮಠ ಸೇವೆ ಸಲ್ಲಿಸುತ್ತಿದೆ ಎಂದು ವಿವರಿಸಿದರು. bbox=[265, 549, 385, 589]
ad-name-9: ಶ್ರೀ ಶ್ರೀಧರ ಭಟ್ bbox=[538, 1175, 568, 1182]
imprint-line2: Hubballi -580030, Published at Jai Joshi Chambers, 2nd Floor, Near R.M.Joshi Petrol pump, Lamington Road, Hubballi-580020, Ph: 0836-2350942, Editor: P.S.Prakash, Group Editor: Vinayak S. Bhat bbox=[200, 1246, 745, 1254]
ad-title: ಶ್ರೀ ಸಿದ್ಧಾರೂಢ ಸ್ವಾಮಿಯವರ ಮಠ ಟ್ರಸ್ಟ್ ಕಮಿಟಿ, ಹುಬ್ಬಳ್ಳಿ bbox=[563, 866, 854, 884]
story6-photo-caption: ಬ್ಯಾಡಗಿ ಮಾರುಕಟ್ಟೆಯಲ್ಲಿ ರಾಶಿ ಬಿದ್ದ ಕೆಂಪು ಮೆಣಸಿನಕಾಯಿ bbox=[464, 811, 648, 820]
elara-title: ಎಲರ ಪ್ರಯತ್ನಕ್ಕೆ ಕ್ಯಾಸನ bbox=[636, 264, 772, 286]
story4-photo bbox=[393, 491, 649, 577]
story3-photo-caption: ವಿದ್ಯುತ್ ದೀಪಗಳಿಂದ ಅಲಂಕೃತಗೊಂಡ ಜಾತ್ರಾ ಮಂಟಪ bbox=[23, 600, 241, 609]
ad-name-7: ಶ್ರೀ ವಿನಾಯಕ ಹೆಗಡೆ bbox=[742, 1164, 779, 1171]
ad-temple-photo bbox=[557, 896, 860, 967]
ad-sign-right bbox=[880, 1206, 916, 1220]
story5-para1: ಟಿಬೆಟಿಯನ್ ನಿರಾಶ್ರಿತರ ಶಿಬಿರಕ್ಕೆ ಭೇಟಿ ನೀಡಿದ್ದ ದಲೈಲಾಮಾ ಅವರು ಧರ್ಮಶಾಲೆಗೆ ತೆರಳಿದರು. ಮುಂಡಗೋಡ ಶಿಬಿರದಲ್ಲಿ 9,419 ಟಿಬೆಟಿಯನ್ನರು ವಾಸವಾಗಿದ್ದು, ಅವರಲ್ಲಿ 2,169 ಪುರುಷರು ಹಾಗೂ 1,274 ಮಹಿಳೆಯರಿದ್ದಾರೆ. bbox=[672, 488, 792, 539]
story7-para4: ಕೇಂದ್ರ ಸರ್ಕಾರ ಈಗಾಗಲೇ ಅಗತ್ಯ ಅನುಮತಿ ನೀಡಿದೆ. ರಾಜ್ಯ ಸರ್ಕಾರ ಕಾಮಗಾರಿ ಆರಂಭಿಸಬೇಕಿದೆ. ಜನರ ದಾರಿ ತಪ್ಪಿಸುವ ಕೆಲಸವನ್ನು ಕಾಂಗ್ರೆಸ್ ಮಾಡುತ್ತಿದೆ ಎಂದು ಅವರು ಹೇಳಿದರು. bbox=[328, 933, 482, 962]
top-zone bbox=[22, 86, 923, 442]
ad-body4: ದಿನಾಂಕ: 16-02-2026 ನೇ ಸೋಮವಾರದಂದು ಬೆಳಿಗ್ಗೆ 6.00 ಗಂಟೆಯಿಂದ ರಾತ್ರಿ 10 ಗಂಟೆ ವರೆಗೆ ಅನ್ನದಾಸೋಹ ಜರುಗಲಿದೆ. ಎಲ್ಲಾ ಭಕ್ತರು ಸದುಪಯೋಗ ಪಡೆದುಕೊಳ್ಳಬೇಕೆಂದು ಕೋರಲಾಗಿದೆ. bbox=[501, 1051, 801, 1068]
ad-names-row-3 bbox=[501, 1175, 916, 1182]
logo-subtitle: ಸ್ವಾಭಿಮಾನಿ ಕನ್ನಡಿಗರ ದಿನಪತ್ರಿಕೆ bbox=[54, 48, 134, 58]
story5-photo-caption: ದಲೈಲಾಮಾ ಅವರೊಂದಿಗೆ ಟಿಬೆಟಿಯನ್ ಮುಖಂಡರು bbox=[673, 707, 918, 716]
ad-sign-mid-name: ಶ್ರೀ ಎಂ.ಆರ್. ಜೋಶಿ bbox=[692, 1206, 730, 1213]
story7-para3: ಕಳಸಾ ಬಂಡೂರಿ ಯೋಜನೆ ಕುರಿತು ಕಾಂಗ್ರೆಸ್ ಸುಳ್ಳು ಆರೋಪ ಮಾಡುತ್ತಿದೆ ಎಂದು ಬಿಜೆಪಿ ಮುಖಂಡರು ಆರೋಪಿಸಿದರು. ಸುದ್ದಿಗೋಷ್ಠಿಯಲ್ಲಿ ಮಾತನಾಡಿದ ಅವರು, ರಾಜ್ಯ ಸರ್ಕಾರ ಈ ವಿಚಾರದಲ್ಲಿ ವಿಫಲವಾಗಿದೆ ಎಂದು ಟೀಕಿಸಿದರು. bbox=[130, 1037, 320, 1066]
story7-col1 bbox=[22, 932, 122, 1068]
ad-name-14: ಶ್ರೀ ಶಿವಕುಮಾರ ಪಾಟೀಲ bbox=[634, 1186, 679, 1193]
story3-para2: ಜಾತ್ರಾ ಮಂಟಪವನ್ನು ವಿದ್ಯುತ್ ದೀಪಗಳಿಂದ ಸಿಂಗರಿಸಲಾಗಿದೆ. ರಾತ್ರಿ ವೇಳೆ ಮಂಟಪದ ಸೊಬಗು ನೋಡುಗರ ಕಣ್ಮನ ಸೆಳೆಯುತ್ತಿದೆ. ಭಕ್ತರಿಗೆ ಅನುಕೂಲವಾಗುವಂತೆ ವಿಶೇಷ ವ್ಯವಸ್ಥೆ ಕಲ್ಪಿಸಲಾಗಿದೆ. bbox=[22, 673, 128, 724]
ad-name-11: ಶ್ರೀ ರಾಘವೇಂದ್ರ ರಾವ್ bbox=[740, 1175, 781, 1182]
ad-sign-left bbox=[501, 1206, 543, 1220]
registration-color-dots bbox=[22, 1258, 923, 1267]
